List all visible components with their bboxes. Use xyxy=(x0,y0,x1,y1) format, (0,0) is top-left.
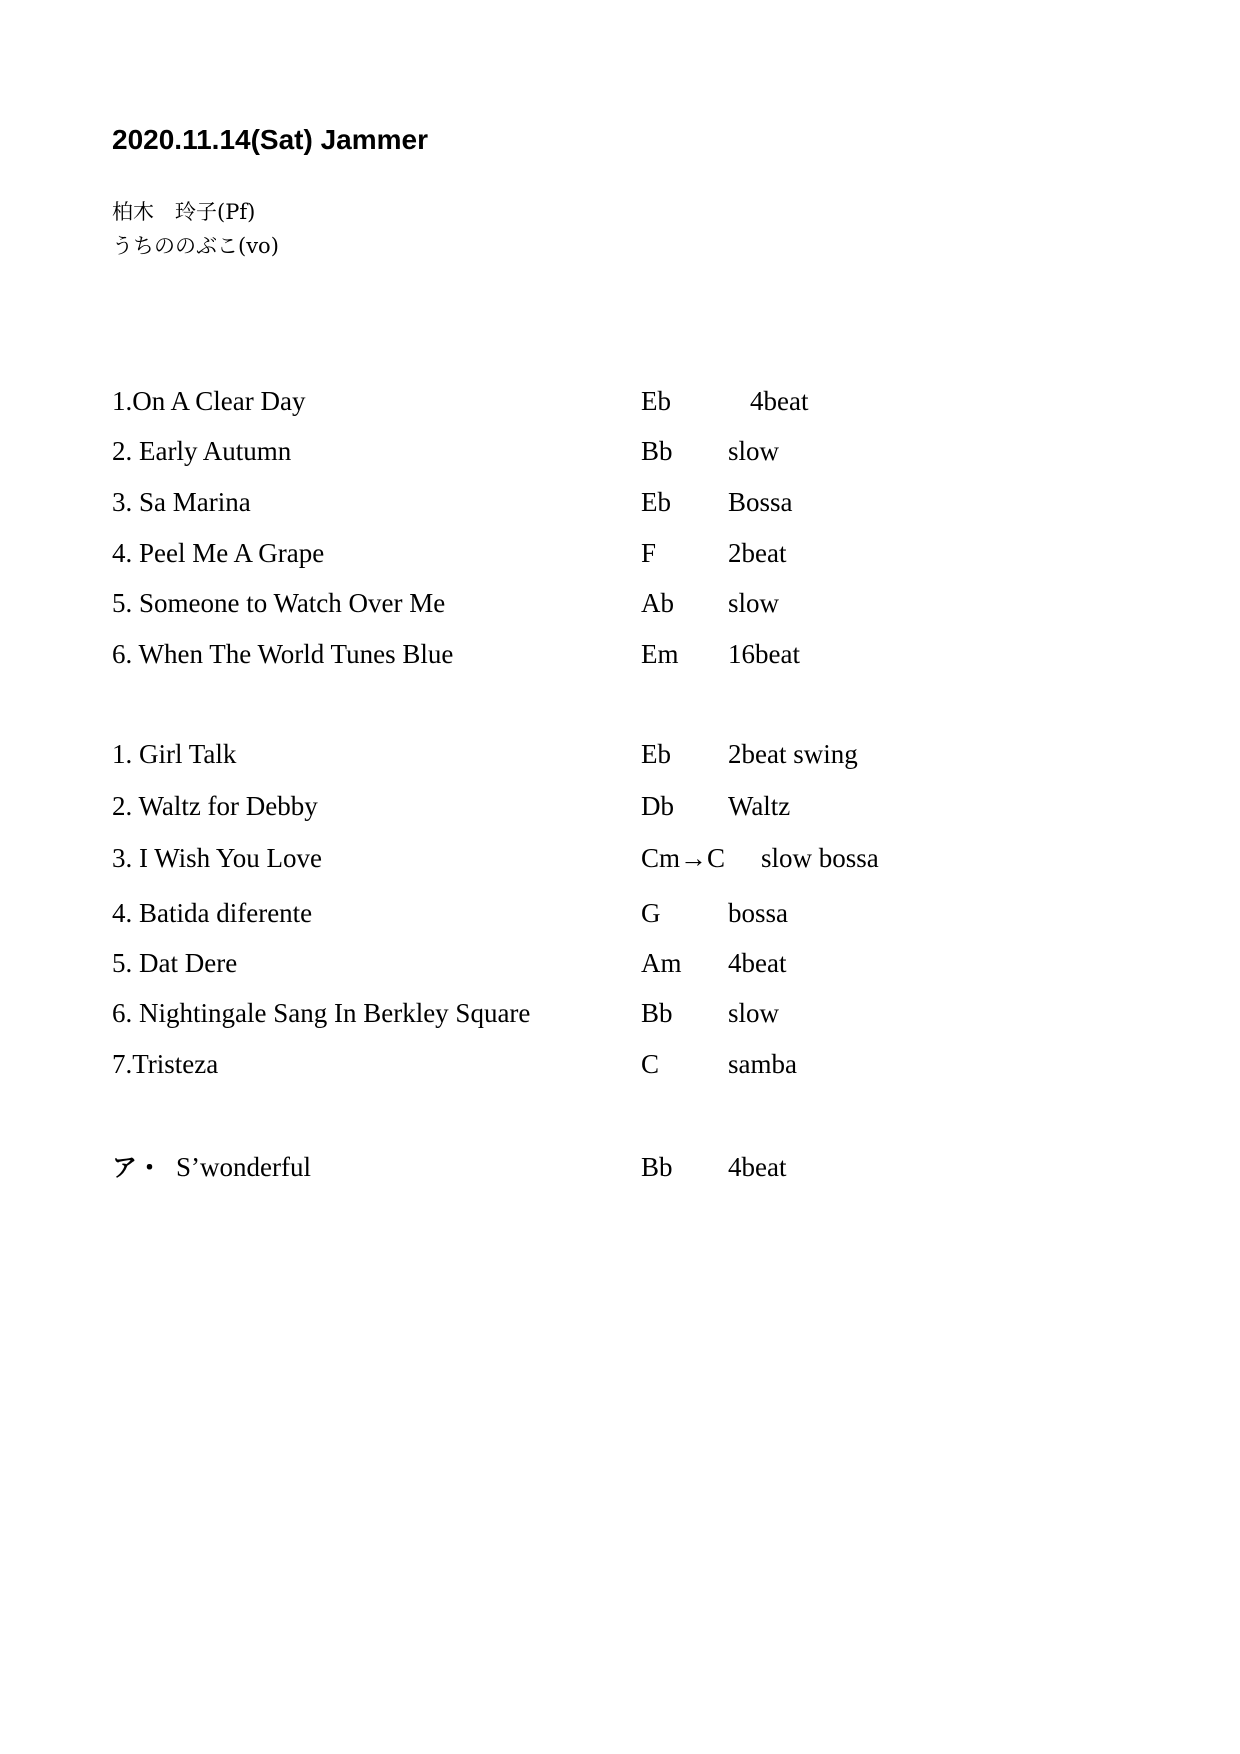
song-title: 4. Batida diferente xyxy=(112,898,313,928)
setlist-row xyxy=(0,996,1240,1030)
setlist-row xyxy=(0,896,1240,930)
song-key: Bb xyxy=(641,1152,673,1182)
song-title: 1.On A Clear Day xyxy=(112,386,306,416)
song-key: Em xyxy=(641,639,679,669)
song-key: Ab xyxy=(641,588,674,618)
setlist-row xyxy=(0,841,1240,875)
setlist-row xyxy=(0,434,1240,468)
song-title: 4. Peel Me A Grape xyxy=(112,538,325,568)
song-key: Eb xyxy=(641,739,671,769)
setlist-row xyxy=(0,384,1240,418)
setlist-row xyxy=(0,637,1240,671)
performer-pianist: 柏木 玲子(Pf) xyxy=(112,200,256,224)
song-style: Waltz xyxy=(728,791,791,821)
song-title: 1. Girl Talk xyxy=(112,739,237,769)
song-key: Eb xyxy=(641,386,671,416)
song-style: 2beat swing xyxy=(728,739,858,769)
song-style: bossa xyxy=(728,898,788,928)
song-title: 2. Early Autumn xyxy=(112,436,292,466)
song-key: Eb xyxy=(641,487,671,517)
setlist-row xyxy=(0,586,1240,620)
song-key: G xyxy=(641,898,661,928)
song-key: Bb xyxy=(641,998,673,1028)
setlist-row xyxy=(0,737,1240,771)
song-key: Db xyxy=(641,791,674,821)
song-title: 5. Someone to Watch Over Me xyxy=(112,588,446,618)
song-style: 4beat xyxy=(750,386,809,416)
setlist-row xyxy=(0,485,1240,519)
song-title: 3. Sa Marina xyxy=(112,487,251,517)
song-title: S’wonderful xyxy=(176,1152,311,1182)
encore-mark: ア・ xyxy=(112,1153,163,1182)
song-style: 4beat xyxy=(728,948,787,978)
song-key: F xyxy=(641,538,657,568)
song-style: slow xyxy=(728,436,780,466)
setlist-row xyxy=(0,946,1240,980)
song-style: samba xyxy=(728,1049,797,1079)
setlist-row xyxy=(0,536,1240,570)
page-title: 2020.11.14(Sat) Jammer xyxy=(112,124,428,155)
song-style: Bossa xyxy=(728,487,793,517)
song-title: 7.Tristeza xyxy=(112,1049,219,1079)
setlist-row xyxy=(0,1047,1240,1081)
encore-song xyxy=(112,1150,311,1185)
song-style: slow bossa xyxy=(761,843,879,873)
song-style: slow xyxy=(728,588,780,618)
song-key: Bb xyxy=(641,436,673,466)
song-key: C xyxy=(641,1049,660,1079)
song-title: 5. Dat Dere xyxy=(112,948,238,978)
song-title: 3. I Wish You Love xyxy=(112,843,322,873)
song-title: 2. Waltz for Debby xyxy=(112,791,318,821)
song-title: 6. When The World Tunes Blue xyxy=(112,639,454,669)
song-key: Cm→C xyxy=(641,843,726,873)
song-style: 2beat xyxy=(728,538,787,568)
song-style: slow xyxy=(728,998,780,1028)
song-key: Am xyxy=(641,948,682,978)
encore-row xyxy=(0,1150,1240,1184)
performer-vocalist: うちののぶこ(vo) xyxy=(112,234,279,258)
setlist-row xyxy=(0,789,1240,823)
song-style: 4beat xyxy=(728,1152,787,1182)
song-title: 6. Nightingale Sang In Berkley Square xyxy=(112,998,531,1028)
song-style: 16beat xyxy=(728,639,800,669)
